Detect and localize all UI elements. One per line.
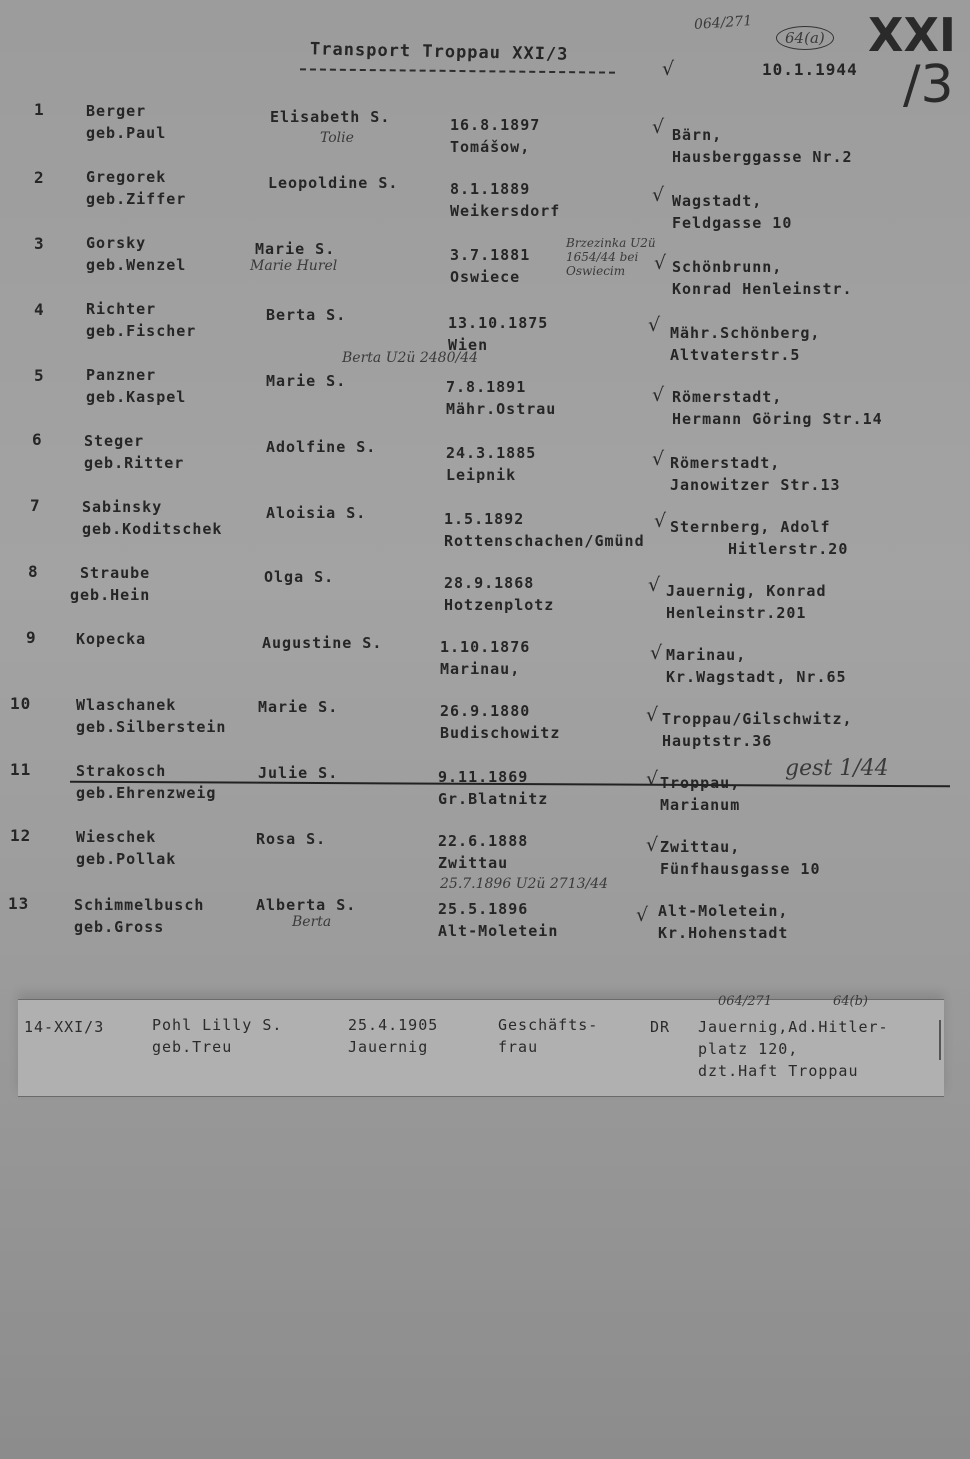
entry-check-mark: √ bbox=[646, 768, 659, 790]
slip-status: DR bbox=[650, 1018, 671, 1036]
entry-handwritten-note: 25.7.1896 U2ü 2713/44 bbox=[440, 876, 609, 892]
entry-name: Wieschek geb.Pollak bbox=[76, 828, 177, 868]
entry-address: Bärn, Hausberggasse Nr.2 bbox=[672, 126, 853, 166]
slip-occupation: Geschäfts- frau bbox=[498, 1016, 599, 1056]
entry-address: Troppau, Marianum bbox=[660, 774, 741, 814]
entry-check-mark: √ bbox=[650, 642, 663, 664]
entry-birth: 9.11.1869 Gr.Blatnitz bbox=[438, 768, 549, 808]
entry-birth: 1.5.1892 Rottenschachen/Gmünd bbox=[444, 510, 645, 550]
entry-birth: 26.9.1880 Budischowitz bbox=[440, 702, 561, 742]
entry-check-mark: √ bbox=[648, 314, 661, 336]
entry-birth: 28.9.1868 Hotzenplotz bbox=[444, 574, 555, 614]
entry-address: Zwittau, Fünfhausgasse 10 bbox=[660, 838, 821, 878]
entry-address: Troppau/Gilschwitz, Hauptstr.36 bbox=[662, 710, 853, 750]
entry-check-mark: √ bbox=[652, 384, 665, 406]
entry-address: Schönbrunn, Konrad Henleinstr. bbox=[672, 258, 853, 298]
entry-given-name: Adolfine S. bbox=[266, 438, 377, 456]
entry-given-name: Julie S. bbox=[258, 764, 339, 782]
entry-given-name-note: Marie Hurel bbox=[250, 258, 338, 274]
entry-name: Sabinsky geb.Koditschek bbox=[82, 498, 223, 538]
entry-address: Jauernig, Konrad Henleinstr.201 bbox=[666, 582, 827, 622]
entry-number: 8 bbox=[28, 562, 39, 581]
entry-address: Marinau, Kr.Wagstadt, Nr.65 bbox=[666, 646, 847, 686]
entry-name: Steger geb.Ritter bbox=[84, 432, 185, 472]
entry-given-name: Rosa S. bbox=[256, 830, 327, 848]
slip-archive-stamp: 64(b) bbox=[833, 994, 869, 1009]
entry-name: Kopecka bbox=[76, 630, 147, 648]
attached-slip bbox=[18, 994, 944, 1097]
archive-stamp: 64(a) bbox=[776, 26, 834, 50]
transport-date: 10.1.1944 bbox=[762, 60, 858, 79]
slip-birth: 25.4.1905 Jauernig bbox=[348, 1016, 439, 1056]
entry-address: Wagstadt, Feldgasse 10 bbox=[672, 192, 793, 232]
entry-number: 7 bbox=[30, 496, 41, 515]
entry-name: Wlaschanek geb.Silberstein bbox=[76, 696, 227, 736]
entry-check-mark: √ bbox=[646, 704, 659, 726]
entry-number: 10 bbox=[10, 694, 32, 713]
entry-birth: 25.5.1896 Alt-Moletein bbox=[438, 900, 559, 940]
entry-address: Römerstadt, Janowitzer Str.13 bbox=[670, 454, 841, 494]
deceased-note: gest 1/44 bbox=[785, 756, 889, 781]
entry-given-name: Olga S. bbox=[264, 568, 335, 586]
entry-number: 2 bbox=[34, 168, 45, 187]
entry-name: Strakosch geb.Ehrenzweig bbox=[76, 762, 217, 802]
slip-edge-mark bbox=[939, 1020, 941, 1060]
entry-birth: 24.3.1885 Leipnik bbox=[446, 444, 537, 484]
entry-given-name: Marie S. bbox=[266, 372, 347, 390]
entry-check-mark: √ bbox=[654, 510, 667, 532]
entry-name: Panzner geb.Kaspel bbox=[86, 366, 187, 406]
entry-check-mark: √ bbox=[652, 116, 665, 138]
entry-address: Römerstadt, Hermann Göring Str.14 bbox=[672, 388, 883, 428]
entry-given-name: Alberta S. bbox=[256, 896, 357, 914]
entry-given-name: Elisabeth S. bbox=[270, 108, 391, 126]
entry-given-name: Aloisia S. bbox=[266, 504, 367, 522]
entry-birth: 7.8.1891 Mähr.Ostrau bbox=[446, 378, 557, 418]
slip-name: Pohl Lilly S. geb.Treu bbox=[152, 1016, 283, 1056]
entry-birth: 1.10.1876 Marinau, bbox=[440, 638, 531, 678]
entry-number: 5 bbox=[34, 366, 45, 385]
entry-number: 12 bbox=[10, 826, 32, 845]
title-underline bbox=[300, 68, 615, 73]
archive-note: 064/271 bbox=[693, 12, 753, 34]
entry-birth: 22.6.1888 Zwittau bbox=[438, 832, 529, 872]
entry-name: Richter geb.Fischer bbox=[86, 300, 197, 340]
entry-given-name-note: Tolie bbox=[320, 130, 354, 146]
entry-given-name: Leopoldine S. bbox=[268, 174, 399, 192]
entry-given-name: Marie S. bbox=[258, 698, 339, 716]
entry-given-name: Augustine S. bbox=[262, 634, 383, 652]
entry-given-name-note: Berta bbox=[292, 914, 332, 930]
entry-address: Mähr.Schönberg, Altvaterstr.5 bbox=[670, 324, 821, 364]
entry-check-mark: √ bbox=[636, 904, 649, 926]
entry-address: Sternberg, Adolf Hitlerstr.20 bbox=[670, 518, 849, 558]
entry-number: 4 bbox=[34, 300, 45, 319]
entry-handwritten-note: Berta U2ü 2480/44 bbox=[342, 350, 479, 366]
entry-check-mark: √ bbox=[646, 834, 659, 856]
slip-address: Jauernig,Ad.Hitler- platz 120, dzt.Haft Troppau bbox=[698, 1018, 889, 1080]
entry-number: 11 bbox=[10, 760, 32, 779]
entry-number: 3 bbox=[34, 234, 45, 253]
transport-title: Transport Troppau XXI/3 bbox=[309, 39, 569, 65]
entry-name: Gregorek geb.Ziffer bbox=[86, 168, 187, 208]
entry-address: Alt-Moletein, Kr.Hohenstadt bbox=[658, 902, 789, 942]
entry-birth: 3.7.1881 Oswiece bbox=[450, 246, 531, 286]
entry-number: 9 bbox=[26, 628, 37, 647]
entry-handwritten-note: Brzezinka U2ü 1654/44 bei Oswiecim bbox=[566, 236, 656, 278]
entry-name: Straube geb.Hein bbox=[70, 564, 151, 604]
transport-number-handwritten: XXI bbox=[868, 8, 957, 62]
title-check-mark: √ bbox=[662, 58, 675, 80]
entry-check-mark: √ bbox=[652, 184, 665, 206]
entry-birth: 13.10.1875 Wien bbox=[448, 314, 549, 354]
entry-check-mark: √ bbox=[652, 448, 665, 470]
entry-birth: 8.1.1889 Weikersdorf bbox=[450, 180, 561, 220]
entry-name: Berger geb.Paul bbox=[86, 102, 167, 142]
entry-name: Gorsky geb.Wenzel bbox=[86, 234, 187, 274]
entry-given-name: Berta S. bbox=[266, 306, 347, 324]
entry-number: 6 bbox=[32, 430, 43, 449]
entry-check-mark: √ bbox=[648, 574, 661, 596]
entry-name: Schimmelbusch geb.Gross bbox=[74, 896, 205, 936]
entry-number: 13 bbox=[8, 894, 30, 913]
entry-check-mark: √ bbox=[654, 252, 667, 274]
slip-entry-number: 14-XXI/3 bbox=[24, 1018, 105, 1036]
entry-number: 1 bbox=[34, 100, 45, 119]
entry-birth: 16.8.1897 Tomášow, bbox=[450, 116, 541, 156]
transport-suffix-handwritten: /3 bbox=[903, 55, 954, 115]
entry-given-name: Marie S. bbox=[255, 240, 336, 258]
slip-archive-note: 064/271 bbox=[718, 994, 773, 1009]
